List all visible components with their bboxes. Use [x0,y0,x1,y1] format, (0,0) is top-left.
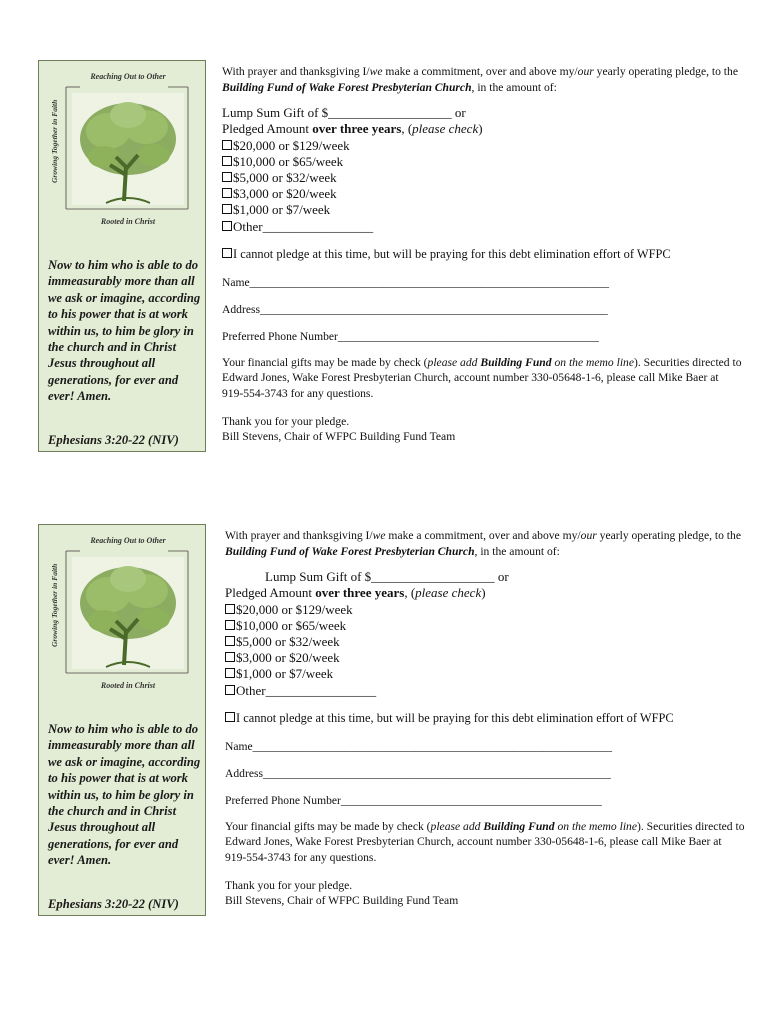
checkbox[interactable] [222,172,232,182]
checkbox[interactable] [225,636,235,646]
logo-bottom-text: Rooted in Christ [100,217,156,226]
pledge-option-3000[interactable]: $3,000 or $20/week [222,186,742,202]
checkbox[interactable] [225,604,235,614]
pledge-form [225,528,745,908]
tree-icon [72,93,184,205]
church-logo [46,65,200,237]
thank-you [222,414,742,445]
logo-side-text: Growing Together in Faith [50,99,59,183]
checkbox[interactable] [225,668,235,678]
pledge-option-1000[interactable]: $1,000 or $7/week [222,202,742,218]
scripture-verse: Now to him who is able to do immeasurably more than all we ask or imagine, according to his power that is at work within us, to him be glory in the church and in Christ Jesus throughout all generations, for ever and ever! Amen. [48,258,201,404]
pledge-card-1 [0,58,770,498]
address-field[interactable]: Address____________________________________________________________ [225,766,611,780]
lump-sum-field[interactable]: Lump Sum Gift of $___________________ or [265,569,509,585]
checkbox[interactable] [225,685,235,695]
pledge-option-3000[interactable]: $3,000 or $20/week [225,650,745,666]
checkbox[interactable] [222,204,232,214]
checkbox[interactable] [225,620,235,630]
phone-field[interactable]: Preferred Phone Number_____________________________________________ [222,329,599,343]
commitment-intro: With prayer and thanksgiving I/we make a commitment, over and above my/our yearly operating pledge, to the Building Fund of Wake Forest Presbyterian Church, in the amount of: [222,65,738,94]
checkbox[interactable] [225,712,235,722]
checkbox[interactable] [225,652,235,662]
tree-icon [72,557,184,669]
pledge-option-20000[interactable]: $20,000 or $129/week [225,602,745,618]
checkbox[interactable] [222,221,232,231]
logo-top-text: Reaching Out to Other [90,536,166,545]
logo-top-text: Reaching Out to Other [90,72,166,81]
checkbox[interactable] [222,140,232,150]
pledge-option-other[interactable]: Other_________________ [225,683,745,699]
lump-sum-field[interactable]: Lump Sum Gift of $___________________ or [222,105,466,121]
pledge-form [222,64,742,444]
phone-field[interactable]: Preferred Phone Number_____________________________________________ [225,793,602,807]
thank-you [225,878,745,909]
checkbox[interactable] [222,188,232,198]
signature-line: Bill Stevens, Chair of WFPC Building Fund Team [225,894,459,907]
pledge-option-10000[interactable]: $10,000 or $65/week [222,154,742,170]
pledge-option-other[interactable]: Other_________________ [222,219,742,235]
pledged-amount-label: Pledged Amount over three years, (please check) [222,121,483,137]
pledged-amount-label: Pledged Amount over three years, (please check) [225,585,486,601]
pledge-option-1000[interactable]: $1,000 or $7/week [225,666,745,682]
cannot-pledge-option[interactable]: I cannot pledge at this time, but will be praying for this debt elimination effort of WFPC [222,247,742,262]
name-field[interactable]: Name______________________________________________________________ [225,739,613,753]
pledge-option-20000[interactable]: $20,000 or $129/week [222,138,742,154]
pledge-option-5000[interactable]: $5,000 or $32/week [222,170,742,186]
thank-you-line: Thank you for your pledge. [225,878,353,892]
scripture-verse: Now to him who is able to do immeasurably more than all we ask or imagine, according to his power that is at work within us, to him be glory in the church and in Christ Jesus throughout all generations, for ever and ever! Amen. [48,722,201,868]
logo-bottom-text: Rooted in Christ [100,681,156,690]
signature-line: Bill Stevens, Chair of WFPC Building Fund Team [222,430,456,443]
pledge-option-5000[interactable]: $5,000 or $32/week [225,634,745,650]
checkbox[interactable] [222,156,232,166]
name-field[interactable]: Name______________________________________________________________ [222,275,610,289]
address-field[interactable]: Address____________________________________________________________ [222,302,608,316]
logo-side-text: Growing Together in Faith [50,563,59,647]
thank-you-line: Thank you for your pledge. [222,414,350,428]
checkbox[interactable] [222,248,232,258]
pledge-options [225,569,745,699]
scripture-reference: Ephesians 3:20-22 (NIV) [48,433,179,447]
gift-instructions: Your financial gifts may be made by check (please add Building Fund on the memo line). Securities directed to Edward Jones, Wake Forest Presbyterian Church, account number 330-05648-1-6, please call Mike Baer at 919-554-3743 for any questions. [222,355,742,400]
pledge-card-2 [0,522,770,962]
pledge-options [222,105,742,235]
cannot-pledge-option[interactable]: I cannot pledge at this time, but will be praying for this debt elimination effort of WFPC [225,711,745,726]
pledge-option-10000[interactable]: $10,000 or $65/week [225,618,745,634]
scripture-sidebar [38,60,206,452]
commitment-intro: With prayer and thanksgiving I/we make a commitment, over and above my/our yearly operating pledge, to the Building Fund of Wake Forest Presbyterian Church, in the amount of: [225,529,741,558]
scripture-sidebar [38,524,206,916]
gift-instructions: Your financial gifts may be made by check (please add Building Fund on the memo line). Securities directed to Edward Jones, Wake Forest Presbyterian Church, account number 330-05648-1-6, please call Mike Baer at 919-554-3743 for any questions. [225,819,745,864]
church-logo [46,529,200,701]
scripture-reference: Ephesians 3:20-22 (NIV) [48,897,179,911]
